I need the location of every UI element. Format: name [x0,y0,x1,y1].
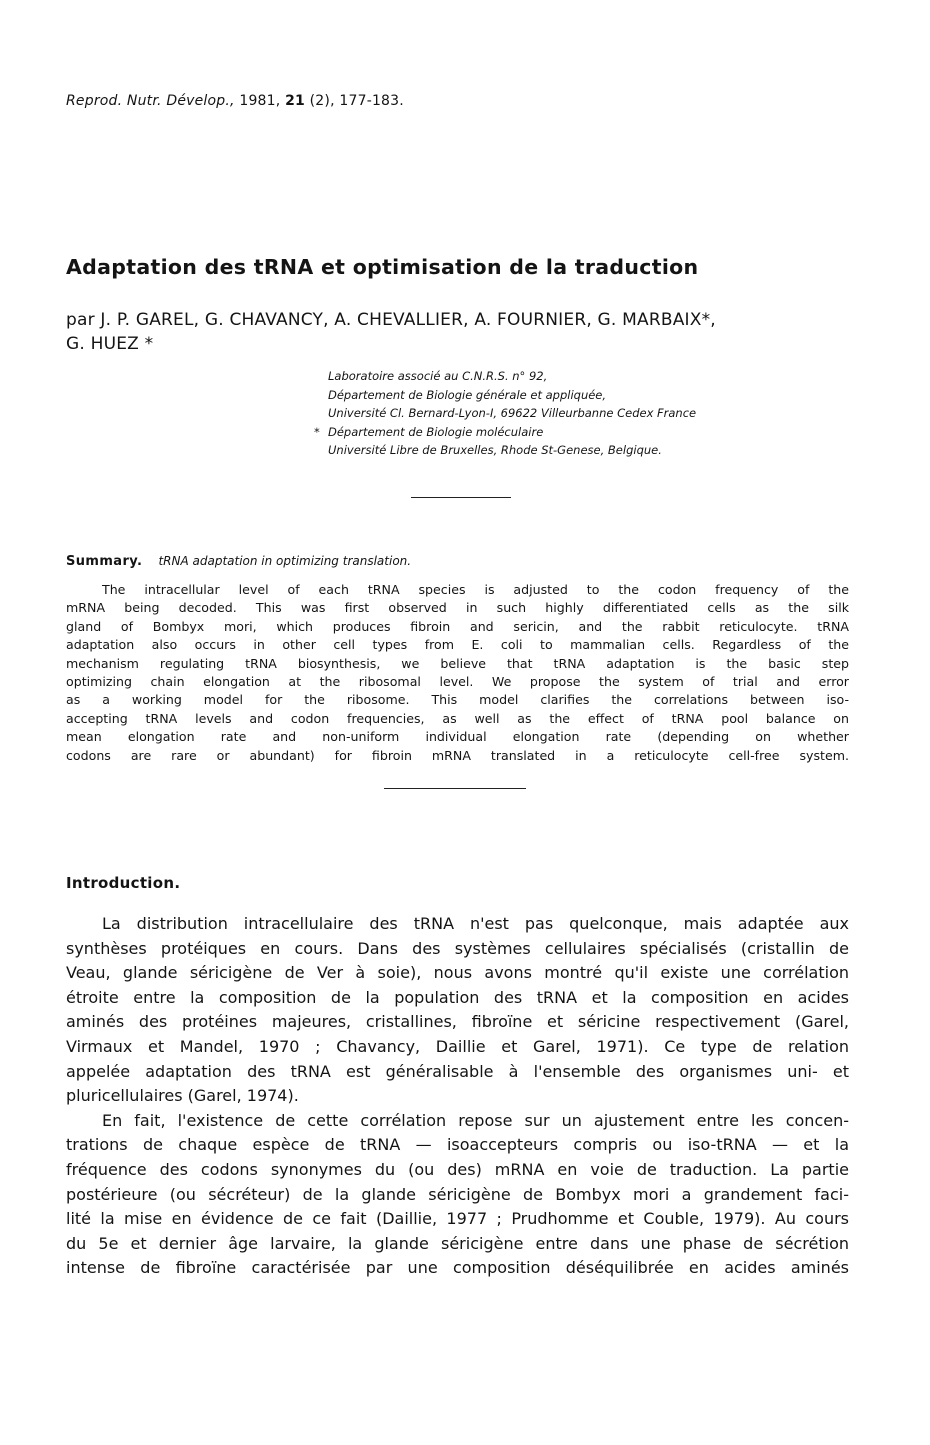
affiliation-line: Université Cl. Bernard-Lyon-I, 69622 Villeurbanne Cedex France [328,406,697,421]
affiliation-line: Laboratoire associé au C.N.R.S. n° 92, [328,369,548,383]
summary-line: mRNA being decoded. This was first observed in such highly differentiated cells as the silk [66,600,849,616]
intro-line: La distribution intracellulaire des tRNA n'est pas quelconque, mais adaptée aux [102,914,849,933]
summary-line: gland of Bombyx mori, which produces fibroin and sericin, and the rabbit reticulocyte. tRNA [66,618,849,634]
affiliation-line: Département de Biologie générale et appliquée, [328,387,607,402]
summary-line: mechanism regulating tRNA biosynthesis, we believe that tRNA adaptation is the basic step [66,655,849,671]
summary-line: codons are rare or abundant) for fibroin mRNA translated in a reticulocyte cell-free system. [66,747,849,763]
intro-line: appelée adaptation des tRNA est généralisable à l'ensemble des organismes uni- et [66,1061,849,1081]
introduction-heading: Introduction. [66,874,181,892]
citation [66,93,404,109]
author-list [66,308,866,356]
intro-line: intense de fibroïne caractérisée par une composition déséquilibrée en acides aminés [66,1258,849,1278]
intro-line: postérieure (ou sécréteur) de la glande séricigène de Bombyx mori a grandement faci- [66,1184,849,1204]
affiliations [314,367,848,460]
citation-journal: Reprod. Nutr. Dévelop., [66,93,235,109]
citation-volume: 21 [285,93,305,109]
summary-subtitle: tRNA adaptation in optimizing translation. [158,554,412,568]
intro-line: du 5e et dernier âge larvaire, la glande séricigène entre dans une phase de sécrétion [66,1233,849,1253]
affiliation-line-starred [314,423,848,442]
summary-line: as a working model for the ribosome. This model clarifies the correlations between iso- [66,692,849,708]
authors-line-1: par J. P. GAREL, G. CHAVANCY, A. CHEVALLIER, A. FOURNIER, G. MARBAIX*, [66,310,716,330]
introduction-text [66,912,849,1281]
summary-line: The intracellular level of each tRNA species is adjusted to the codon frequency of the [102,582,849,597]
divider-rule [384,788,526,789]
intro-line: Veau, glande séricigène de Ver à soie), nous avons montré qu'il existe une corrélation [66,963,849,983]
affiliation-line: Université Libre de Bruxelles, Rhode St-Genese, Belgique. [328,443,662,458]
summary-line: adaptation also occurs in other cell types from E. coli to mammalian cells. Regardless of the [66,637,849,653]
summary-line: accepting tRNA levels and codon frequencies, as well as the effect of tRNA pool balance on [66,710,849,726]
intro-line: pluricellulaires (Garel, 1974). [66,1086,299,1106]
intro-line: lité la mise en évidence de ce fait (Daillie, 1977 ; Prudhomme et Couble, 1979). Au cours [66,1209,849,1229]
summary-label: Summary. [66,554,143,569]
citation-year: 1981, [239,93,281,109]
affiliation-star: * [314,424,320,439]
intro-line: aminés des protéines majeures, cristallines, fibroïne et séricine respectivement (Garel, [66,1012,849,1032]
summary-line: optimizing chain elongation at the ribosomal level. We propose the system of trial and error [66,673,849,689]
intro-line: synthèses protéiques en cours. Dans des systèmes cellulaires spécialisés (cristallin de [66,938,849,958]
divider-rule [411,497,511,498]
summary-text [66,581,849,765]
authors-line-2: G. HUEZ * [66,334,154,354]
article-title: Adaptation des tRNA et optimisation de la traduction [66,255,699,279]
intro-line: étroite entre la composition de la population des tRNA et la composition en acides [66,987,849,1007]
intro-line: Virmaux et Mandel, 1970 ; Chavancy, Daillie et Garel, 1971). Ce type de relation [66,1036,849,1056]
citation-issue-pages: (2), 177-183. [309,93,404,109]
intro-line: trations de chaque espèce de tRNA — isoaccepteurs compris ou iso-tRNA — et la [66,1135,849,1155]
intro-line: fréquence des codons synonymes du (ou des) mRNA en voie de traduction. La partie [66,1159,849,1179]
summary-heading [66,554,411,569]
affiliation-text: Département de Biologie moléculaire [328,424,544,439]
summary-line: mean elongation rate and non-uniform individual elongation rate (depending on whether [66,729,849,745]
intro-line: En fait, l'existence de cette corrélation repose sur un ajustement entre les concen- [102,1110,849,1130]
